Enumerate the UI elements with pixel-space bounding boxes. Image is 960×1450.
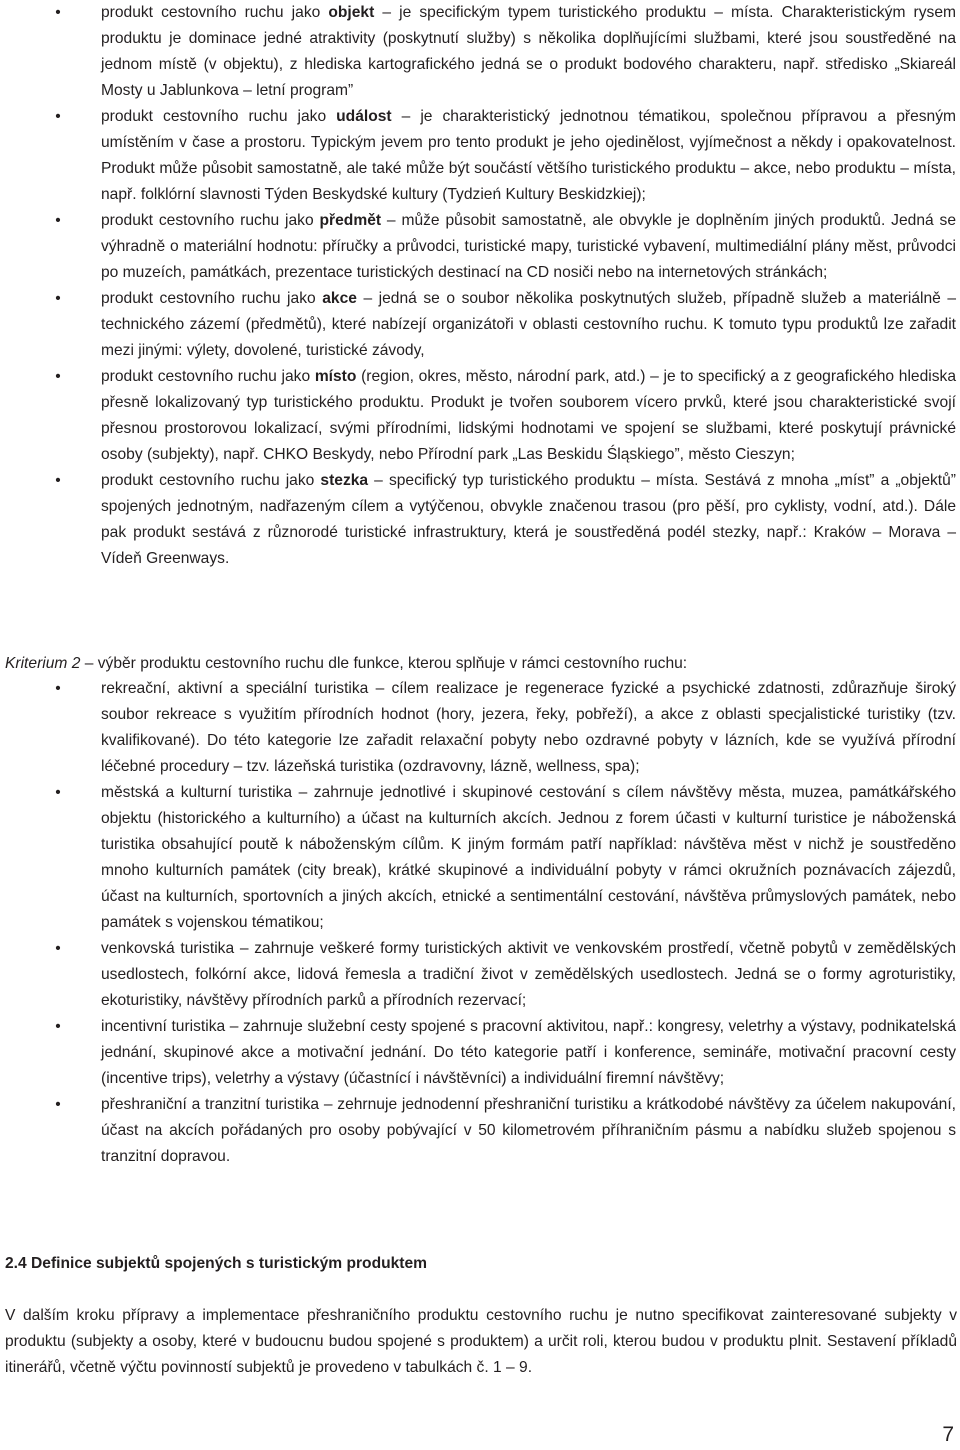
list-item: • produkt cestovního ruchu jako událost – je charakteristický jednotnou tématikou, společnou přípravou a přesným umístěním v čase a prostoru. Typickým jevem pro tento produkt je jeho ojedinělost, vyjímečnost a někdy i opakovatelnost. Produkt může působit samostatně, ale také může být součástí většího turistického produktu – akce, nebo produktu – místa, např. folklórní slavnosti Týden Beskydské kultury (Tydzień Kultury Beskidzkiej); — [0, 104, 960, 208]
bullet: • — [55, 212, 61, 229]
bullet: • — [55, 940, 61, 957]
bullet: • — [55, 472, 61, 489]
list-item: • městská a kulturní turistika – zahrnuje jednotlivé i skupinové cestování s cílem návštěvy města, muzea, památkářského objektu (historického a kulturního) a účast na kulturních akcích. Jednou z forem účasti v kulturní turistice je náboženská turistika obsahující poutě k náboženským cílům. K jiným formám patří například: návštěva měst v nichž je soustředěno mnoho kulturních památek (city break), krátké skupinové a individuální pobyty v rámci okružních poznávacích zájezdů, účast na kulturních, sportovních a jiných akcích, etnické a sentimentální cestování, návštěva průmyslových památek, nebo památek s vojenskou tématikou; — [0, 780, 960, 936]
list-item: • produkt cestovního ruchu jako předmět – může působit samostatně, ale obvykle je doplněním jiných produktů. Jedná se výhradně o materiální hodnotu: příručky a průvodci, turistické mapy, turistické vybavení, multimediální plány měst, průvodci po muzeích, památkách, prezentace turistických destinací na CD nosiči nebo na internetových stránkách; — [0, 208, 960, 286]
bullet: • — [55, 290, 61, 307]
product-type-term: událost — [336, 108, 392, 125]
product-type-term: předmět — [319, 212, 382, 229]
section-heading: 2.4 Definice subjektů spojených s turistickým produktem — [5, 1255, 428, 1272]
bullet: • — [55, 368, 61, 385]
list-item: • venkovská turistika – zahrnuje veškeré formy turistických aktivit ve venkovském prostředí, včetně pobytů v zemědělských usedlostech, folkórní akce, lidová řemesla a tradiční život v zemědělských usedlostech. Jedná se o formy agroturistiky, ekoturistiky, návštěvy přírodních parků a přírodních rezervací; — [0, 936, 960, 1014]
bullet: • — [55, 108, 61, 125]
bullet: • — [55, 4, 61, 21]
product-type-term: místo — [314, 368, 357, 385]
section-paragraph: V dalším kroku přípravy a implementace přeshraničního produktu cestovního ruchu je nutno specifikovat zainteresované subjekty v produktu (subjekty a osoby, které v budoucnu budou spojené s produktem) a určit roli, kterou budou v produktu plnit. Sestavení příkladů itinerářů, včetně výčtu povinností subjektů je provedeno v tabulkách č. 1 – 9. — [5, 1307, 957, 1376]
list-item: • rekreační, aktivní a speciální turistika – cílem realizace je regenerace fyzické a psychické zdatnosti, zdůrazňuje široký soubor rekreace s využitím přírodních hodnot (hory, jezera, řeky, pobřeží), a akce z oblasti specjalistické turistiky (tzv. kvalifikované). Do této kategorie lze zařadit relaxační pobyty nebo ozdravné pobyty v lázních, kde se využívá přírodní léčebné procedury – tzv. lázeňská turistika (ozdravovny, lázně, wellness, spa); — [0, 676, 960, 780]
product-type-term: stezka — [320, 472, 369, 489]
list-item: • přeshraniční a tranzitní turistika – zehrnuje jednodenní přeshraniční turistiku a krátkodobé návštěvy za účelem nakupování, účast na akcích pořádaných pro osoby pobývající v 50 kilometrovém příhraničním pásmu a nabídku služeb spojenou s tranzitní dopravou. — [0, 1092, 960, 1170]
list-item: • produkt cestovního ruchu jako objekt – je specifickým typem turistického produktu – místa. Charakteristickým rysem produktu je dominace jedné atraktivity (poskytnutí služby) s několika doplňujícími službami, které jsou soustředěné na jednom místě (v objektu), z hlediska kartografického jedná se o produkt bodového charakteru, např. středisko „Skiareál Mosty u Jablunkova – letní program” — [0, 0, 960, 104]
bullet: • — [55, 784, 61, 801]
list-item: • produkt cestovního ruchu jako stezka – specifický typ turistického produktu – místa. Sestává z mnoha „míst” a „objektů” spojených jednotným, nadřazeným cílem a vytýčenou, obvykle značenou trasou (pro pěší, pro cyklisty, vodní, atd.). Dále pak produkt sestává z různorodé turistické infrastruktury, která je soustředěná podél stezky, např.: Kraków – Morava – Vídeň Greenways. — [0, 468, 960, 572]
product-type-term: objekt — [328, 4, 375, 21]
criterion-text: – výběr produktu cestovního ruchu dle funkce, kterou splňuje v rámci cestovního ruchu: — [80, 655, 688, 672]
list-item: • incentivní turistika – zahrnuje služební cesty spojené s pracovní aktivitou, např.: kongresy, veletrhy a výstavy, podnikatelská jednání, skupinové akce a motivační jednání. Do této kategorie patří i konference, semináře, motivační pracovní cesty (incentive trips), veletrhy a výstavy (účastnící i návštěvníci) a individuální firemní návštěvy; — [0, 1014, 960, 1092]
function-type-list — [0, 676, 960, 1170]
product-type-list — [0, 0, 960, 572]
bullet: • — [55, 680, 61, 697]
criterion-line — [5, 651, 955, 677]
criterion-label: Kriterium 2 — [5, 655, 81, 672]
product-type-term: akce — [322, 290, 357, 307]
bullet: • — [55, 1018, 61, 1035]
page-number: 7 — [942, 1423, 954, 1446]
list-item: • produkt cestovního ruchu jako akce – jedná se o soubor několika poskytnutých služeb, případně služeb a materiálně – technického zázemí (předmětů), které nabízejí organizátoři v oblasti cestovního ruchu. K tomuto typu produktů lze zařadit mezi jinými: výlety, dovolené, turistické závody, — [0, 286, 960, 364]
bullet: • — [55, 1096, 61, 1113]
list-item: • produkt cestovního ruchu jako místo (region, okres, město, národní park, atd.) – je to specifický a z geografického hlediska přesně lokalizovaný typ turistického produktu. Produkt je tvořen souborem vícero prvků, které jsou charakteristické svojí přesnou prostorovou lokalizací, svými přírodními, lidskými hodnotami ve spojení se službami, které poskytují právnické osoby (subjekty), např. CHKO Beskydy, nebo Přírodní park „Las Beskidu Śląskiego”, město Cieszyn; — [0, 364, 960, 468]
